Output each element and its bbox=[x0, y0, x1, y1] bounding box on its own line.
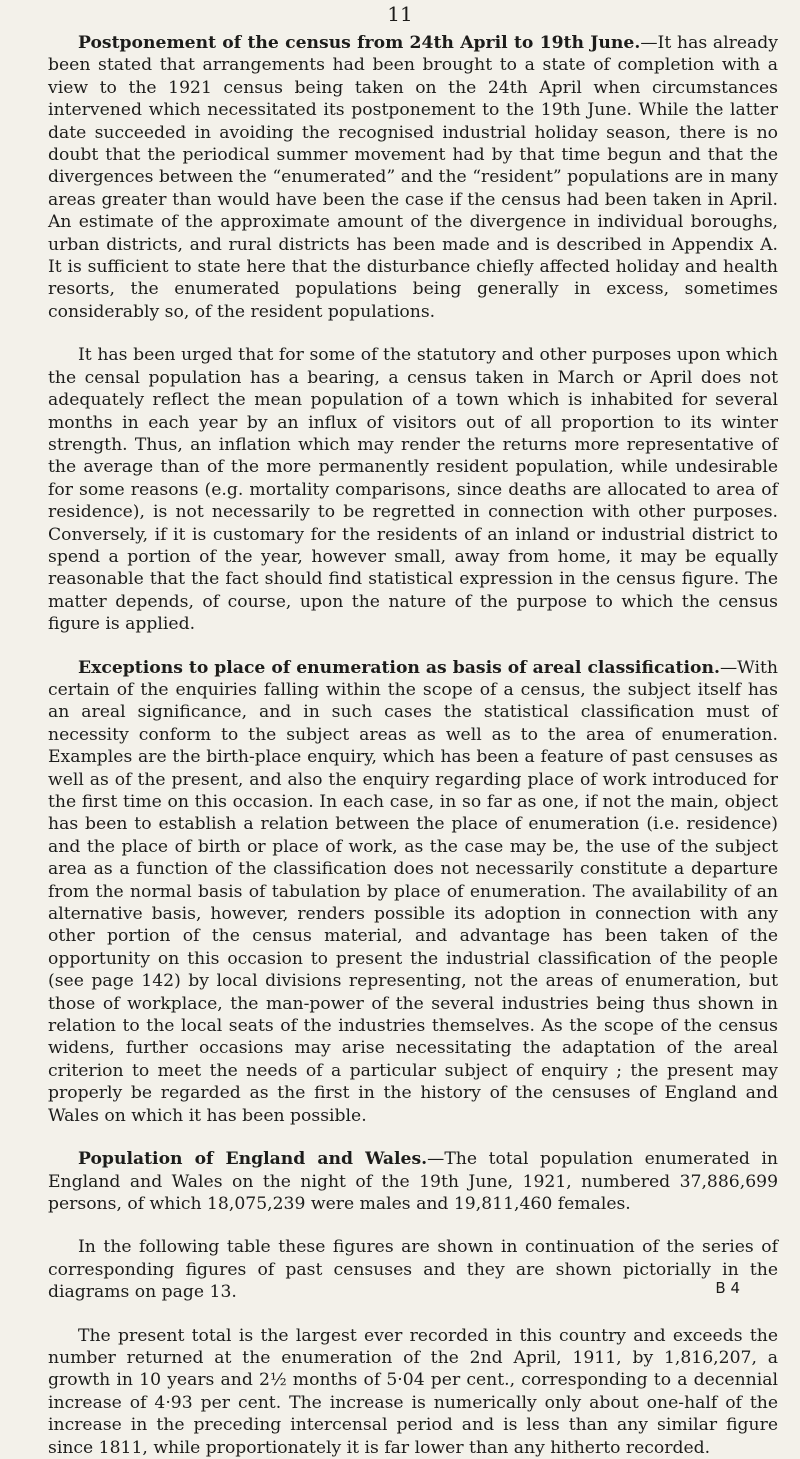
paragraph-heading: Exceptions to place of enumeration as basis of areal classification. bbox=[78, 657, 720, 678]
paragraph-text: —It has already been stated that arrangements had been brought to a state of completion with a view to the 1921 census being taken on the 24th April when circumstances intervened which necessitated its postponement to the 19th June. While the latter date succeeded in avoiding the recognised industrial holiday season, there is no doubt that the periodical summer movement had by that time begun and that the divergences between the “enumerated” and the “resident” populations are in many areas greater than would have been the case if the census had been taken in April. An estimate of the approximate amount of the divergence in individual boroughs, urban districts, and rural districts has been made and is described in Appendix A. It is sufficient to state here that the disturbance chiefly affected holiday and health resorts, the enumerated populations being generally in excess, sometimes considerably so, of the resident populations. bbox=[48, 33, 778, 322]
paragraph-population bbox=[48, 1148, 778, 1215]
paragraph-censal-population bbox=[48, 344, 778, 635]
paragraph-heading: Postponement of the census from 24th April to 19th June. bbox=[78, 33, 641, 53]
paragraph-text: It has been urged that for some of the statutory and other purposes upon which the censal population has a bearing, a census taken in March or April does not adequately reflect the mean population of a town which is inhabited for several months in each year by an influx of visitors out of all proportion to its winter strength. Thus, an inflation which may render the returns more representative of the average than of the more permanently resident population, while undesirable for some reasons (e.g. mortality comparisons, since deaths are allocated to area of residence), is not necessarily to be regretted in connection with other purposes. Conversely, if it is customary for the residents of an inland or industrial district to spend a portion of the year, however small, away from home, it may be equally reasonable that the fact should find statistical expression in the census figure. The matter depends, of course, upon the nature of the purpose to which the census figure is applied. bbox=[48, 345, 778, 635]
paragraph-postponement bbox=[48, 32, 778, 323]
paragraph-text: —With certain of the enquiries falling within the scope of a census, the subject itself has an areal significance, and in such cases the statistical classification must of necessity conform to the subject areas as well as to the area of enumeration. Examples are the birth-place enquiry, which has been a feature of past censuses as well as of the present, and also the enquiry regarding place of work introduced for the first time on this occasion. In each case, in so far as one, if not the main, object has been to establish a relation between the place of enumeration (i.e. residence) and the place of birth or place of work, as the case may be, the use of the subject area as a function of the classification does not necessarily constitute a departure from the normal basis of tabulation by place of enumeration. The availability of an alternative basis, however, renders possible its adoption in connection with any other portion of the census material, and advantage has been taken of the opportunity on this occasion to present the industrial classification of the people (see page 142) by local divisions representing, not the areas of enumeration, but those of workplace, the man-power of the several industries being thus shown in relation to the local seats of the industries themselves. As the scope of the census widens, further occasions may arise necessitating the adaptation of the areal criterion to meet the needs of a particular subject of enquiry ; the present may properly be regarded as the first in the history of the censuses of England and Wales on which it has been possible. bbox=[48, 657, 778, 1126]
paragraph-text: In the following table these figures are shown in continuation of the series of corresponding figures of past censuses and they are shown pictorially in the diagrams on page 13. bbox=[48, 1237, 778, 1303]
paragraph-heading: Population of England and Wales. bbox=[78, 1149, 428, 1170]
paragraph-text: The present total is the largest ever recorded in this country and exceeds the number returned at the enumeration of the 2nd April, 1911, by 1,816,207, a growth in 10 years and 2½ months of 5·04 per cent., corresponding to a decennial increase of 4·93 per cent. The increase is numerically only about one-half of the increase in the preceding intercensal period and is less than any similar figure since 1811, while proportionately it is far lower than any hitherto recorded. bbox=[48, 1325, 778, 1458]
paragraph-exceptions bbox=[48, 657, 778, 1128]
page-number: 11 bbox=[387, 2, 413, 26]
paragraph-text: —The total population enumerated in England and Wales on the night of the 19th June, 1921, numbered 37,886,699 persons, of which 18,075,239 were males and 19,811,460 females. bbox=[48, 1149, 778, 1214]
paragraph-present-total bbox=[48, 1325, 778, 1459]
signature-mark: B 4 bbox=[715, 1279, 740, 1297]
paragraph-table-reference bbox=[48, 1236, 778, 1303]
